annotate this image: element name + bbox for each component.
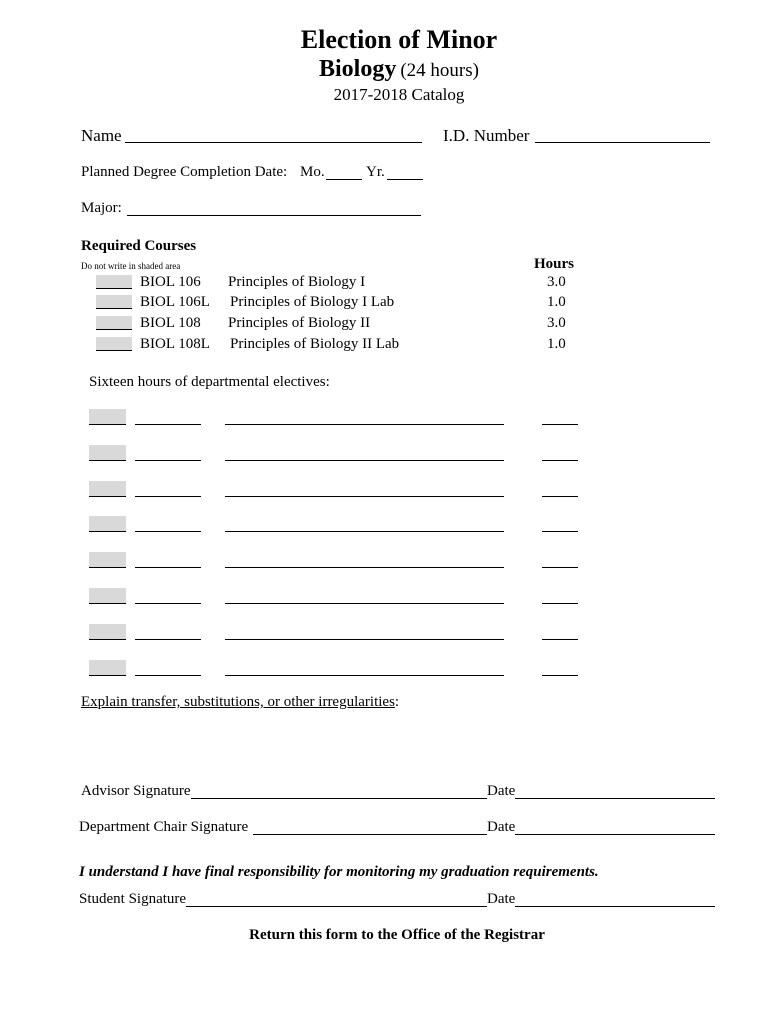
elective-hours-field[interactable]: [542, 675, 578, 676]
chair-date-field[interactable]: [515, 834, 715, 835]
return-instructions: Return this form to the Office of the Registrar: [249, 927, 545, 943]
chair-signature-label: Department Chair Signature: [79, 819, 249, 835]
month-field[interactable]: [326, 179, 362, 180]
course-hours: 1.0: [547, 294, 566, 310]
student-date-label: Date: [487, 891, 516, 907]
course-hours: 1.0: [547, 336, 566, 352]
irregularities-label: [81, 694, 399, 711]
shaded-grade-box: [96, 295, 132, 309]
name-label: Name: [81, 126, 122, 145]
advisor-date-label: Date: [487, 783, 516, 799]
elective-course-number-field[interactable]: [135, 531, 201, 532]
shaded-grade-box: [96, 316, 132, 330]
shaded-grade-box: [96, 275, 132, 289]
shaded-grade-box: [89, 552, 126, 568]
shaded-grade-box: [89, 624, 126, 640]
course-title: Principles of Biology II Lab: [230, 336, 400, 352]
catalog-year: 2017-2018 Catalog: [333, 85, 465, 104]
required-courses-heading: Required Courses: [81, 238, 197, 254]
elective-hours-field[interactable]: [542, 496, 578, 497]
course-code: BIOL 106L: [140, 294, 210, 310]
elective-course-title-field[interactable]: [225, 639, 504, 640]
elective-course-number-field[interactable]: [135, 567, 201, 568]
elective-hours-field[interactable]: [542, 603, 578, 604]
elective-hours-field[interactable]: [542, 424, 578, 425]
elective-hours-field[interactable]: [542, 567, 578, 568]
irregularities-colon: :: [394, 694, 400, 710]
advisor-date-field[interactable]: [515, 798, 715, 799]
completion-date-label: Planned Degree Completion Date:: [81, 164, 288, 180]
elective-course-number-field[interactable]: [135, 675, 201, 676]
minor-subject: Biology: [319, 56, 397, 82]
student-date-field[interactable]: [515, 906, 715, 907]
elective-course-title-field[interactable]: [225, 424, 504, 425]
major-label: Major:: [81, 200, 122, 216]
elective-course-title-field[interactable]: [225, 675, 504, 676]
elective-hours-field[interactable]: [542, 460, 578, 461]
electives-label: Sixteen hours of departmental electives:: [89, 374, 330, 390]
chair-date-label: Date: [487, 819, 516, 835]
course-code: BIOL 106: [140, 274, 201, 290]
chair-signature-field[interactable]: [253, 834, 487, 835]
elective-course-title-field[interactable]: [225, 531, 504, 532]
id-number-label: I.D. Number: [443, 126, 530, 145]
id-number-field[interactable]: [535, 142, 710, 143]
month-label: Mo.: [300, 164, 325, 180]
shaded-grade-box: [89, 445, 126, 461]
irregularities-text: Explain transfer, substitutions, or other irregularities: [81, 694, 395, 710]
shaded-grade-box: [89, 660, 126, 676]
responsibility-statement: I understand I have final responsibility for monitoring my graduation requirements.: [79, 864, 599, 880]
course-title: Principles of Biology I Lab: [230, 294, 395, 310]
form-title: Election of Minor: [300, 25, 498, 54]
elective-course-title-field[interactable]: [225, 603, 504, 604]
elective-course-number-field[interactable]: [135, 460, 201, 461]
shaded-grade-box: [89, 588, 126, 604]
major-field[interactable]: [127, 215, 421, 216]
course-code: BIOL 108L: [140, 336, 210, 352]
shaded-grade-box: [89, 481, 126, 497]
elective-hours-field[interactable]: [542, 639, 578, 640]
shaded-grade-box: [89, 516, 126, 532]
elective-course-number-field[interactable]: [135, 639, 201, 640]
student-signature-field[interactable]: [186, 906, 487, 907]
year-field[interactable]: [387, 179, 423, 180]
course-title: Principles of Biology I: [228, 274, 366, 290]
hours-heading: Hours: [534, 256, 575, 272]
advisor-signature-field[interactable]: [191, 798, 487, 799]
elective-hours-field[interactable]: [542, 531, 578, 532]
shaded-grade-box: [96, 337, 132, 351]
year-label: Yr.: [366, 164, 385, 180]
advisor-signature-label: Advisor Signature: [81, 783, 191, 799]
elective-course-number-field[interactable]: [135, 424, 201, 425]
minor-subject-line: [0, 56, 770, 83]
course-hours: 3.0: [547, 315, 566, 331]
student-signature-label: Student Signature: [79, 891, 187, 907]
course-code: BIOL 108: [140, 315, 201, 331]
elective-course-title-field[interactable]: [225, 460, 504, 461]
minor-hours: (24 hours): [400, 60, 479, 81]
elective-course-number-field[interactable]: [135, 603, 201, 604]
shaded-area-note: Do not write in shaded area: [81, 261, 181, 271]
elective-course-number-field[interactable]: [135, 496, 201, 497]
course-hours: 3.0: [547, 274, 566, 290]
name-field[interactable]: [125, 142, 422, 143]
elective-course-title-field[interactable]: [225, 496, 504, 497]
shaded-grade-box: [89, 409, 126, 425]
course-title: Principles of Biology II: [228, 315, 371, 331]
elective-course-title-field[interactable]: [225, 567, 504, 568]
